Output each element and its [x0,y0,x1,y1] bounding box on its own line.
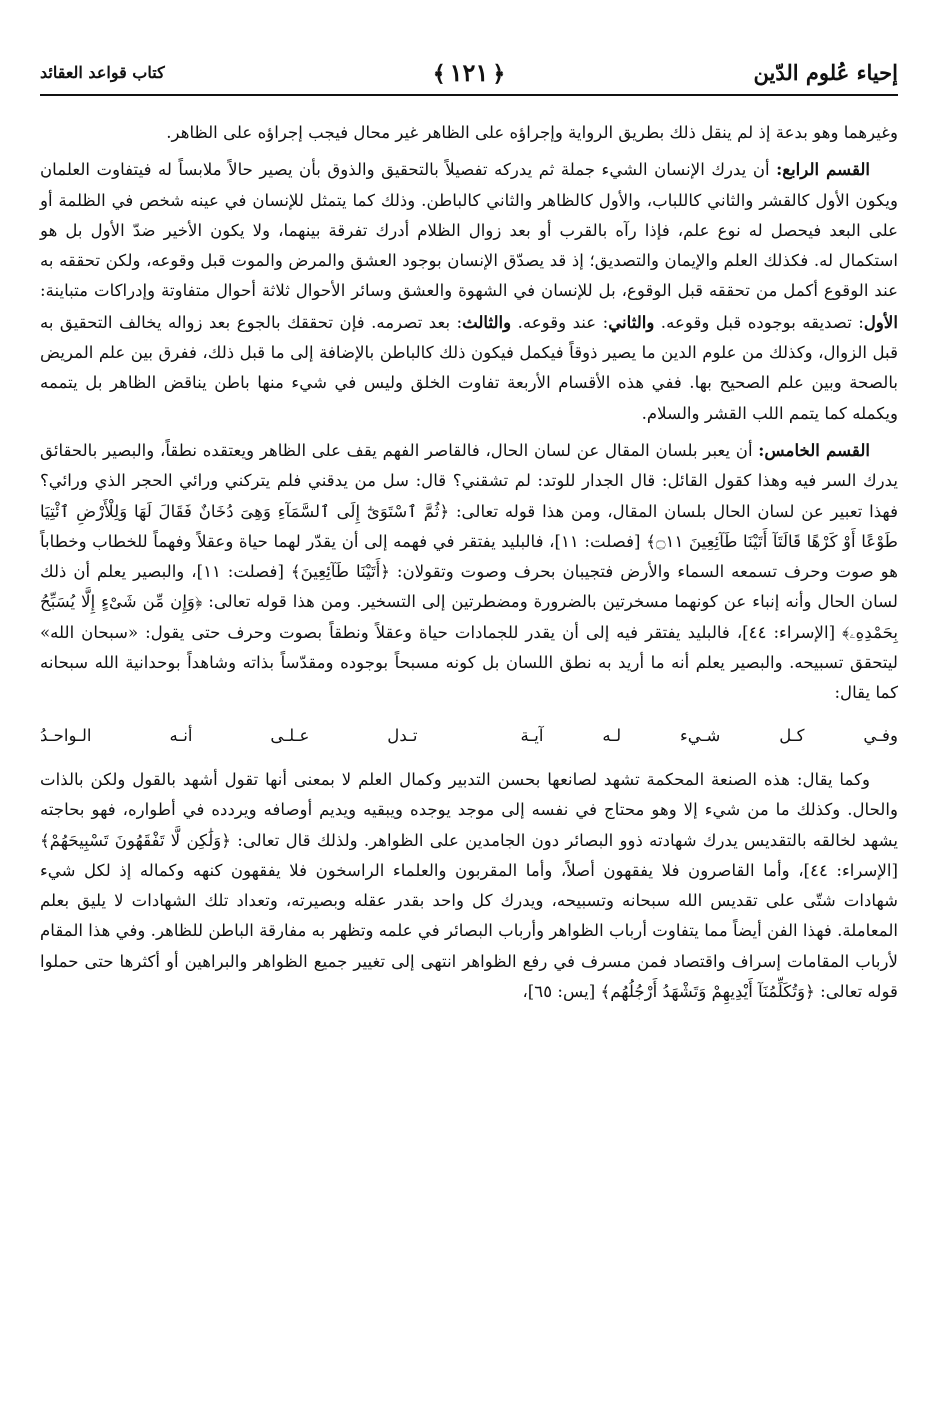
book-title: إحياء عُلوم الدّين [753,59,898,85]
verse-word: كـل [779,725,805,745]
page-body [40,118,898,1013]
page-header [40,50,898,96]
verse-hemistich-right [520,721,898,751]
verse-word: الـواحـدُ [40,725,92,745]
paragraph-continuation: وغيرهما وهو بدعة إذ لم ينقل ذلك بطريق الرواية وإجراؤه على الظاهر غير محال فيجب إجراؤه على الظاهر. [166,123,898,142]
paragraph-after-verse: وكما يقال: هذه الصنعة المحكمة تشهد لصانعها بحسن التدبير وكمال العلم لا بمعنى أنها تقول أشهد بالقول ولكن بالذات والحال. وكذلك ما من شيء إلا وهو محتاج في نفسه إلى موجد يوجده ويبقيه ويديم أوصافه ويردده في أطواره، فهو بحاجته يشهد لخالقه بالتقديس يدرك شهادته ذوو البصائر دون الجامدين على الظواهر. ولذلك قال تعالى: ﴿وَلَٰكِن لَّا تَفْقَهُونَ تَسْبِيحَهُمْ﴾ [الإسراء: ٤٤]، وأما القاصرون فلا يفقهون أصلاً، وأما المقربون والعلماء الراسخون فلا يفقهون كنهه وكماله إذ لكل شيء شهادات شتّى على تقديس الله سبحانه وتسبيحه، ويدرك كل واحد بقدر عقله وبصيرته، وتعداد تلك الشهادات لا يليق بعلم المعاملة. فهذا الفن أيضاً مما يتفاوت أرباب الظواهر وأرباب البصائر في علمه وتظهر به مفارقة الباطن للظاهر. وفي هذا المقام لأرباب المقامات إسراف واقتصاد فمن مسرف في رفع الظواهر انتهى إلى تغيير جميع الظواهر والبراهين أو أكثرها حتى حملوا قوله تعالى: ﴿وَتُكَلِّمُنَآ أَيْدِيهِمْ وَتَشْهَدُ أَرْجُلُهُم﴾ [يس: ٦٥]، [40,769,898,1002]
paragraph-text: أن يعبر بلسان المقال عن لسان الحال، فالقاصر الفهم يقف على الظاهر ويعتقده نطقاً، والبصير بالحقائق يدرك السر فيه وهذا كقول القائل: قال الجدار للوتد: لم تشقني؟ قال: سل من يدقني فلم يتركني ورائي الحجر الذي ورائي؟ فهذا تعبير عن لسان الحال بلسان المقال، ومن هذا قوله تعالى: ﴿ثُمَّ ٱسْتَوَىٰٓ إِلَى ٱلسَّمَآءِ وَهِىَ دُخَانٌ فَقَالَ لَهَا وَلِلْأَرْضِ ٱئْتِيَا طَوْعًا أَوْ كَرْهًا قَالَتَآ أَتَيْنَا طَآئِعِينَ ۝١١﴾ [فصلت: ١١]، فالبليد يفتقر في فهمه إلى أن يقدّر لهما حياة وعقلاً وفهماً للخطاب وخطاباً هو صوت وحرف تسمعه السماء والأرض فتجيبان بحرف وصوت وتقولان: ﴿أَتَيْنَا طَآئِعِينَ﴾ [فصلت: ١١]، والبصير يعلم أن ذلك لسان الحال وأنه إنباء عن كونهما مسخرتين بالضرورة ومضطرتين إلى التسخير. ومن هذا قوله تعالى: ﴿وَإِن مِّن شَىْءٍ إِلَّا يُسَبِّحُ بِحَمْدِهِۦ﴾ [الإسراء: ٤٤]، فالبليد يفتقر فيه إلى أن يقدر للجمادات حياة وعقلاً ونطقاً بصوت وحرف حتى يقول: «سبحان الله» ليتحقق تسبيحه. والبصير يعلم أنه ما أريد به نطق اللسان بل كونه مسبحاً بوجوده ومقدّساً بذاته وشاهداً بوحدانية الله سبحانه كما يقال: [40,440,898,703]
verse-word: أنـه [169,725,193,745]
section-title: كتاب قواعد العقائد [40,62,165,82]
paragraph-text: : بعد تصرمه. فإن تحققك بالجوع بعد زواله يخالف التحقيق به قبل الزوال، وكذلك من علوم الدين ما يصير ذوقاً فيكمل فيكون ذلك كالباطن بالإضافة إلى ما قبل ذلك، ففرق بين علم المريض بالصحة وبين علم الصحيح بها. ففي هذه الأقسام الأربعة تفاوت الخلق وليس في شيء منها باطن يناقض الظاهر بل يتممه ويكمله كما يتمم اللب القشر والسلام. [40,312,898,423]
verse-word: لـه [602,725,622,745]
poetry-verse [40,721,898,751]
heading-fourth-division: القسم الرابع: [776,159,871,180]
paragraph-text: : تصديقه بوجوده قبل وقوعه. [654,312,864,332]
ornament-left-icon: ﴾ [432,60,446,87]
paragraph-fifth-division [40,435,898,709]
paragraph-fourth-division [40,154,898,429]
verse-hemistich-left [40,721,418,751]
term-first: الأول [863,311,898,332]
paragraph-text: : عند وقوعه. [511,312,609,332]
term-third: والثالث [462,311,512,332]
paragraph-text: أن يدرك الإنسان الشيء جملة ثم يدركه تفصيلاً بالتحقيق والذوق بأن يصير حالاً ملابساً له فيتفاوت العلمان ويكون الأول كالقشر والثاني كاللباب، والأول كالظاهر والثاني كالباطن. وذلك كما يتمثل للإنسان في عينه شخص في الظلمة أو على البعد فيحصل له نوع علم، فإذا رآه بالقرب أو بعد زوال الظلام أدرك تفرقة بينهما، ولا يكون الأخير ضدّ الأول بل هو استكمال له. فكذلك العلم والإيمان والتصديق؛ إذ قد يصدّق الإنسان بوجود العشق والمرض والموت قبل وقوعه، ولكن تحققه به عند الوقوع أكمل من تحققه قبل الوقوع، بل للإنسان في الشهوة والعشق وسائر الأحوال ثلاثة أحوال متفاوتة وإدراكات متباينة: [40,160,898,301]
verse-word: شـيء [679,725,721,745]
page-number-value: ١٢١ [449,57,489,87]
verse-word: عـلـى [270,725,310,745]
verse-word: وفـي [863,725,898,745]
heading-fifth-division: القسم الخامس: [758,439,870,460]
ornament-right-icon: ﴿ [492,60,506,87]
verse-word: آيـة [520,725,544,745]
page-number [429,58,509,87]
verse-word: تـدل [387,725,418,745]
term-second: والثاني [608,311,655,332]
